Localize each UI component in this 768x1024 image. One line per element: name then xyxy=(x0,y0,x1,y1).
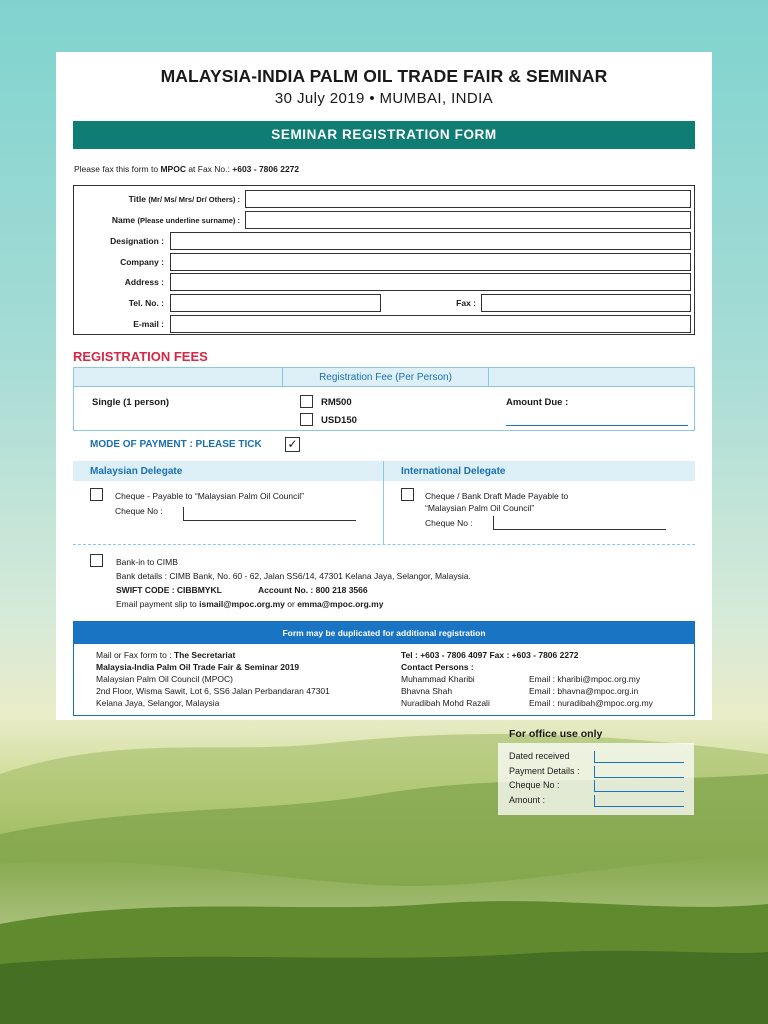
registration-fees-table xyxy=(73,367,695,431)
company-field[interactable] xyxy=(170,253,691,271)
international-cheque-no-label: Cheque No : xyxy=(425,518,473,528)
payment-mode-heading: MODE OF PAYMENT : PLEASE TICK xyxy=(90,439,262,450)
international-cheque-label-1: Cheque / Bank Draft Made Payable to xyxy=(425,491,569,501)
rm500-label: RM500 xyxy=(321,397,352,408)
contact-person-email[interactable]: Email : bhavna@mpoc.org.in xyxy=(529,686,639,696)
office-use-panel xyxy=(498,727,694,815)
event-title: MALAYSIA-INDIA PALM OIL TRADE FAIR & SEMINAR xyxy=(160,66,608,86)
amount-due-label: Amount Due : xyxy=(506,397,569,408)
email-field[interactable] xyxy=(170,315,691,333)
payment-tick-checkbox[interactable]: ✓ xyxy=(285,437,300,452)
address-field[interactable] xyxy=(170,273,691,291)
address-line-1: 2nd Floor, Wisma Sawit, Lot 6, SS6 Jalan Perbandaran 47301 xyxy=(96,686,330,696)
international-cheque-label-2: “Malaysian Palm Oil Council” xyxy=(425,503,535,513)
company-label: Company : xyxy=(120,257,164,267)
malaysian-cheque-checkbox[interactable] xyxy=(90,488,103,501)
title-label: Title (Mr/ Ms/ Mrs/ Dr/ Others) : xyxy=(128,194,240,204)
bank-in-title: Bank-in to CIMB xyxy=(116,557,178,567)
contact-persons-label: Contact Persons : xyxy=(401,662,474,672)
malaysian-delegate-header: Malaysian Delegate xyxy=(73,461,383,481)
contact-person-email[interactable]: Email : nuradibah@mpoc.org.my xyxy=(529,698,653,708)
single-person-label: Single (1 person) xyxy=(92,397,170,408)
payment-divider xyxy=(73,544,695,545)
bank-in-checkbox[interactable] xyxy=(90,554,103,567)
form-title-banner: SEMINAR REGISTRATION FORM xyxy=(73,121,695,149)
mail-to-line: Mail or Fax form to : The Secretariat xyxy=(96,650,236,660)
office-payment-details-field[interactable] xyxy=(594,766,684,778)
fee-per-person-header: Registration Fee (Per Person) xyxy=(283,368,489,387)
contact-person-email[interactable]: Email : kharibi@mpoc.org.my xyxy=(529,674,641,684)
office-dated-received-field[interactable] xyxy=(594,751,684,763)
duplicate-note-header: Form may be duplicated for additional registration xyxy=(74,622,694,644)
email-payment-slip: Email payment slip to ismail@mpoc.org.my or emma@mpoc.org.my xyxy=(116,599,384,609)
fax-label: Fax : xyxy=(456,298,476,308)
address-line-2: Kelana Jaya, Selangor, Malaysia xyxy=(96,698,220,708)
international-cheque-no-field[interactable] xyxy=(493,516,666,530)
address-label: Address : xyxy=(124,277,164,287)
title-field[interactable] xyxy=(245,190,691,208)
swift-code: SWIFT CODE : CIBBMYKL xyxy=(116,585,222,595)
office-cheque-no-label: Cheque No : xyxy=(509,780,560,790)
fax-instruction: Please fax this form to MPOC at Fax No.: +603 - 7806 2272 xyxy=(74,164,300,174)
tel-fax-line: Tel : +603 - 7806 4097 Fax : +603 - 7806 2272 xyxy=(401,650,579,660)
name-label: Name (Please underline surname) : xyxy=(111,215,240,225)
contact-person-name: Muhammad Kharibi xyxy=(401,674,475,684)
email-label: E-mail : xyxy=(133,319,164,329)
international-delegate-header: International Delegate xyxy=(384,461,695,481)
registration-form-sheet xyxy=(56,52,712,720)
office-dated-received-label: Dated received xyxy=(509,751,570,761)
usd150-checkbox[interactable] xyxy=(300,413,313,426)
name-field[interactable] xyxy=(245,211,691,229)
fax-field[interactable] xyxy=(481,294,691,312)
international-cheque-checkbox[interactable] xyxy=(401,488,414,501)
office-amount-field[interactable] xyxy=(594,795,684,807)
event-name-line: Malaysia-India Palm Oil Trade Fair & Seminar 2019 xyxy=(96,662,300,672)
account-number: Account No. : 800 218 3566 xyxy=(258,585,368,595)
malaysian-cheque-no-field[interactable] xyxy=(183,507,356,521)
tel-field[interactable] xyxy=(170,294,381,312)
malaysian-cheque-no-label: Cheque No : xyxy=(115,506,163,516)
office-amount-label: Amount : xyxy=(509,795,546,805)
delegate-divider xyxy=(383,461,384,545)
rm500-checkbox[interactable] xyxy=(300,395,313,408)
personal-details-section xyxy=(73,185,695,335)
fees-table-header xyxy=(74,368,694,387)
office-cheque-no-field[interactable] xyxy=(594,780,684,792)
office-use-title: For office use only xyxy=(509,728,603,740)
contact-section xyxy=(73,621,695,716)
usd150-label: USD150 xyxy=(321,415,357,426)
designation-field[interactable] xyxy=(170,232,691,250)
contact-person-name: Bhavna Shah xyxy=(401,686,453,696)
designation-label: Designation : xyxy=(110,236,164,246)
event-date-location: 30 July 2019 • MUMBAI, INDIA xyxy=(274,90,494,107)
org-line: Malaysian Palm Oil Council (MPOC) xyxy=(96,674,233,684)
tel-label: Tel. No. : xyxy=(128,298,164,308)
office-payment-details-label: Payment Details : xyxy=(509,766,580,776)
registration-fees-heading: REGISTRATION FEES xyxy=(73,349,208,364)
malaysian-cheque-label: Cheque - Payable to “Malaysian Palm Oil Council” xyxy=(115,491,304,501)
bank-details: Bank details : CIMB Bank, No. 60 - 62, Jalan SS6/14, 47301 Kelana Jaya, Selangor, Malaysia. xyxy=(116,571,471,581)
contact-person-name: Nuradibah Mohd Razali xyxy=(401,698,490,708)
amount-due-field[interactable] xyxy=(506,425,688,426)
